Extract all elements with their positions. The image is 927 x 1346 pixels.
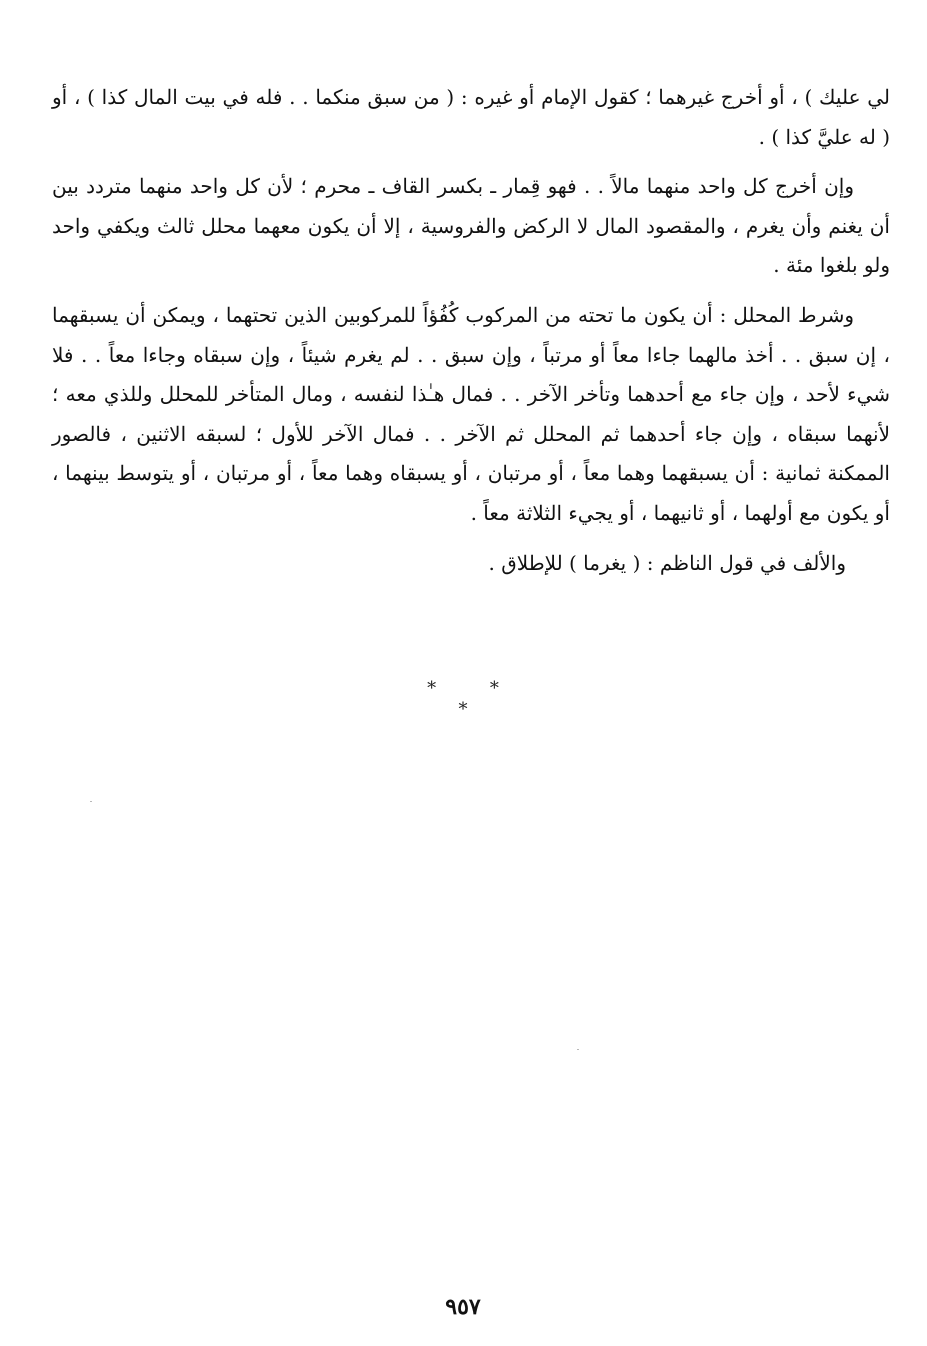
scan-speck (90, 801, 92, 802)
paragraph-3: وشرط المحلل : أن يكون ما تحته من المركوب كُفُؤاً للمركوبين الذين تحتهما ، ويمكن أن يسبقهما ، إن سبق . . أخذ مالهما جاءا معاً أو مرتباً ، وإن سبق . . لم يغرم شيئاً ، وإن سبقاه وجاءا معاً . . فلا شيء لأحد ، وإن جاء مع أحدهما وتأخر الآخر . . فمال هـٰذا لنفسه ، ومال المتأخر للمحلل وللذي معه ؛ لأنهما سبقاه ، وإن جاء أحدهما ثم المحلل ثم الآخر . . فمال الآخر للأول ؛ لسبقه الاثنين ، فالصور الممكنة ثمانية : أن يسبقهما وهما معاً ، أو مرتبان ، أو يسبقاه وهما معاً ، أو مرتبان ، أو يتوسط بينهما ، أو يكون مع أولهما ، أو ثانيهما ، أو يجيء الثلاثة معاً . (52, 302, 890, 525)
scan-speck (577, 1049, 579, 1050)
paragraph-2: وإن أخرج كل واحد منهما مالاً . . فهو قِمار ـ بكسر القاف ـ محرم ؛ لأن كل واحد منهما متردد بين أن يغنم وأن يغرم ، والمقصود المال لا الركض والفروسية ، إلا أن يكون معهما محلل ثالث ويكفي واحد ولو بلغوا مئة . (52, 174, 890, 278)
section-separator: * * * (427, 678, 523, 720)
paragraph-4: والألف في قول الناظم : ( يغرما ) للإطلاق . (488, 550, 846, 575)
body-text (52, 78, 890, 583)
page-number: ٩٥٧ (445, 1294, 481, 1320)
paragraph-1: لي عليك ) ، أو أخرج غيرهما ؛ كقول الإمام أو غيره : ( من سبق منكما . . فله في بيت المال كذا ) ، أو ( له عليَّ كذا ) . (52, 85, 890, 149)
